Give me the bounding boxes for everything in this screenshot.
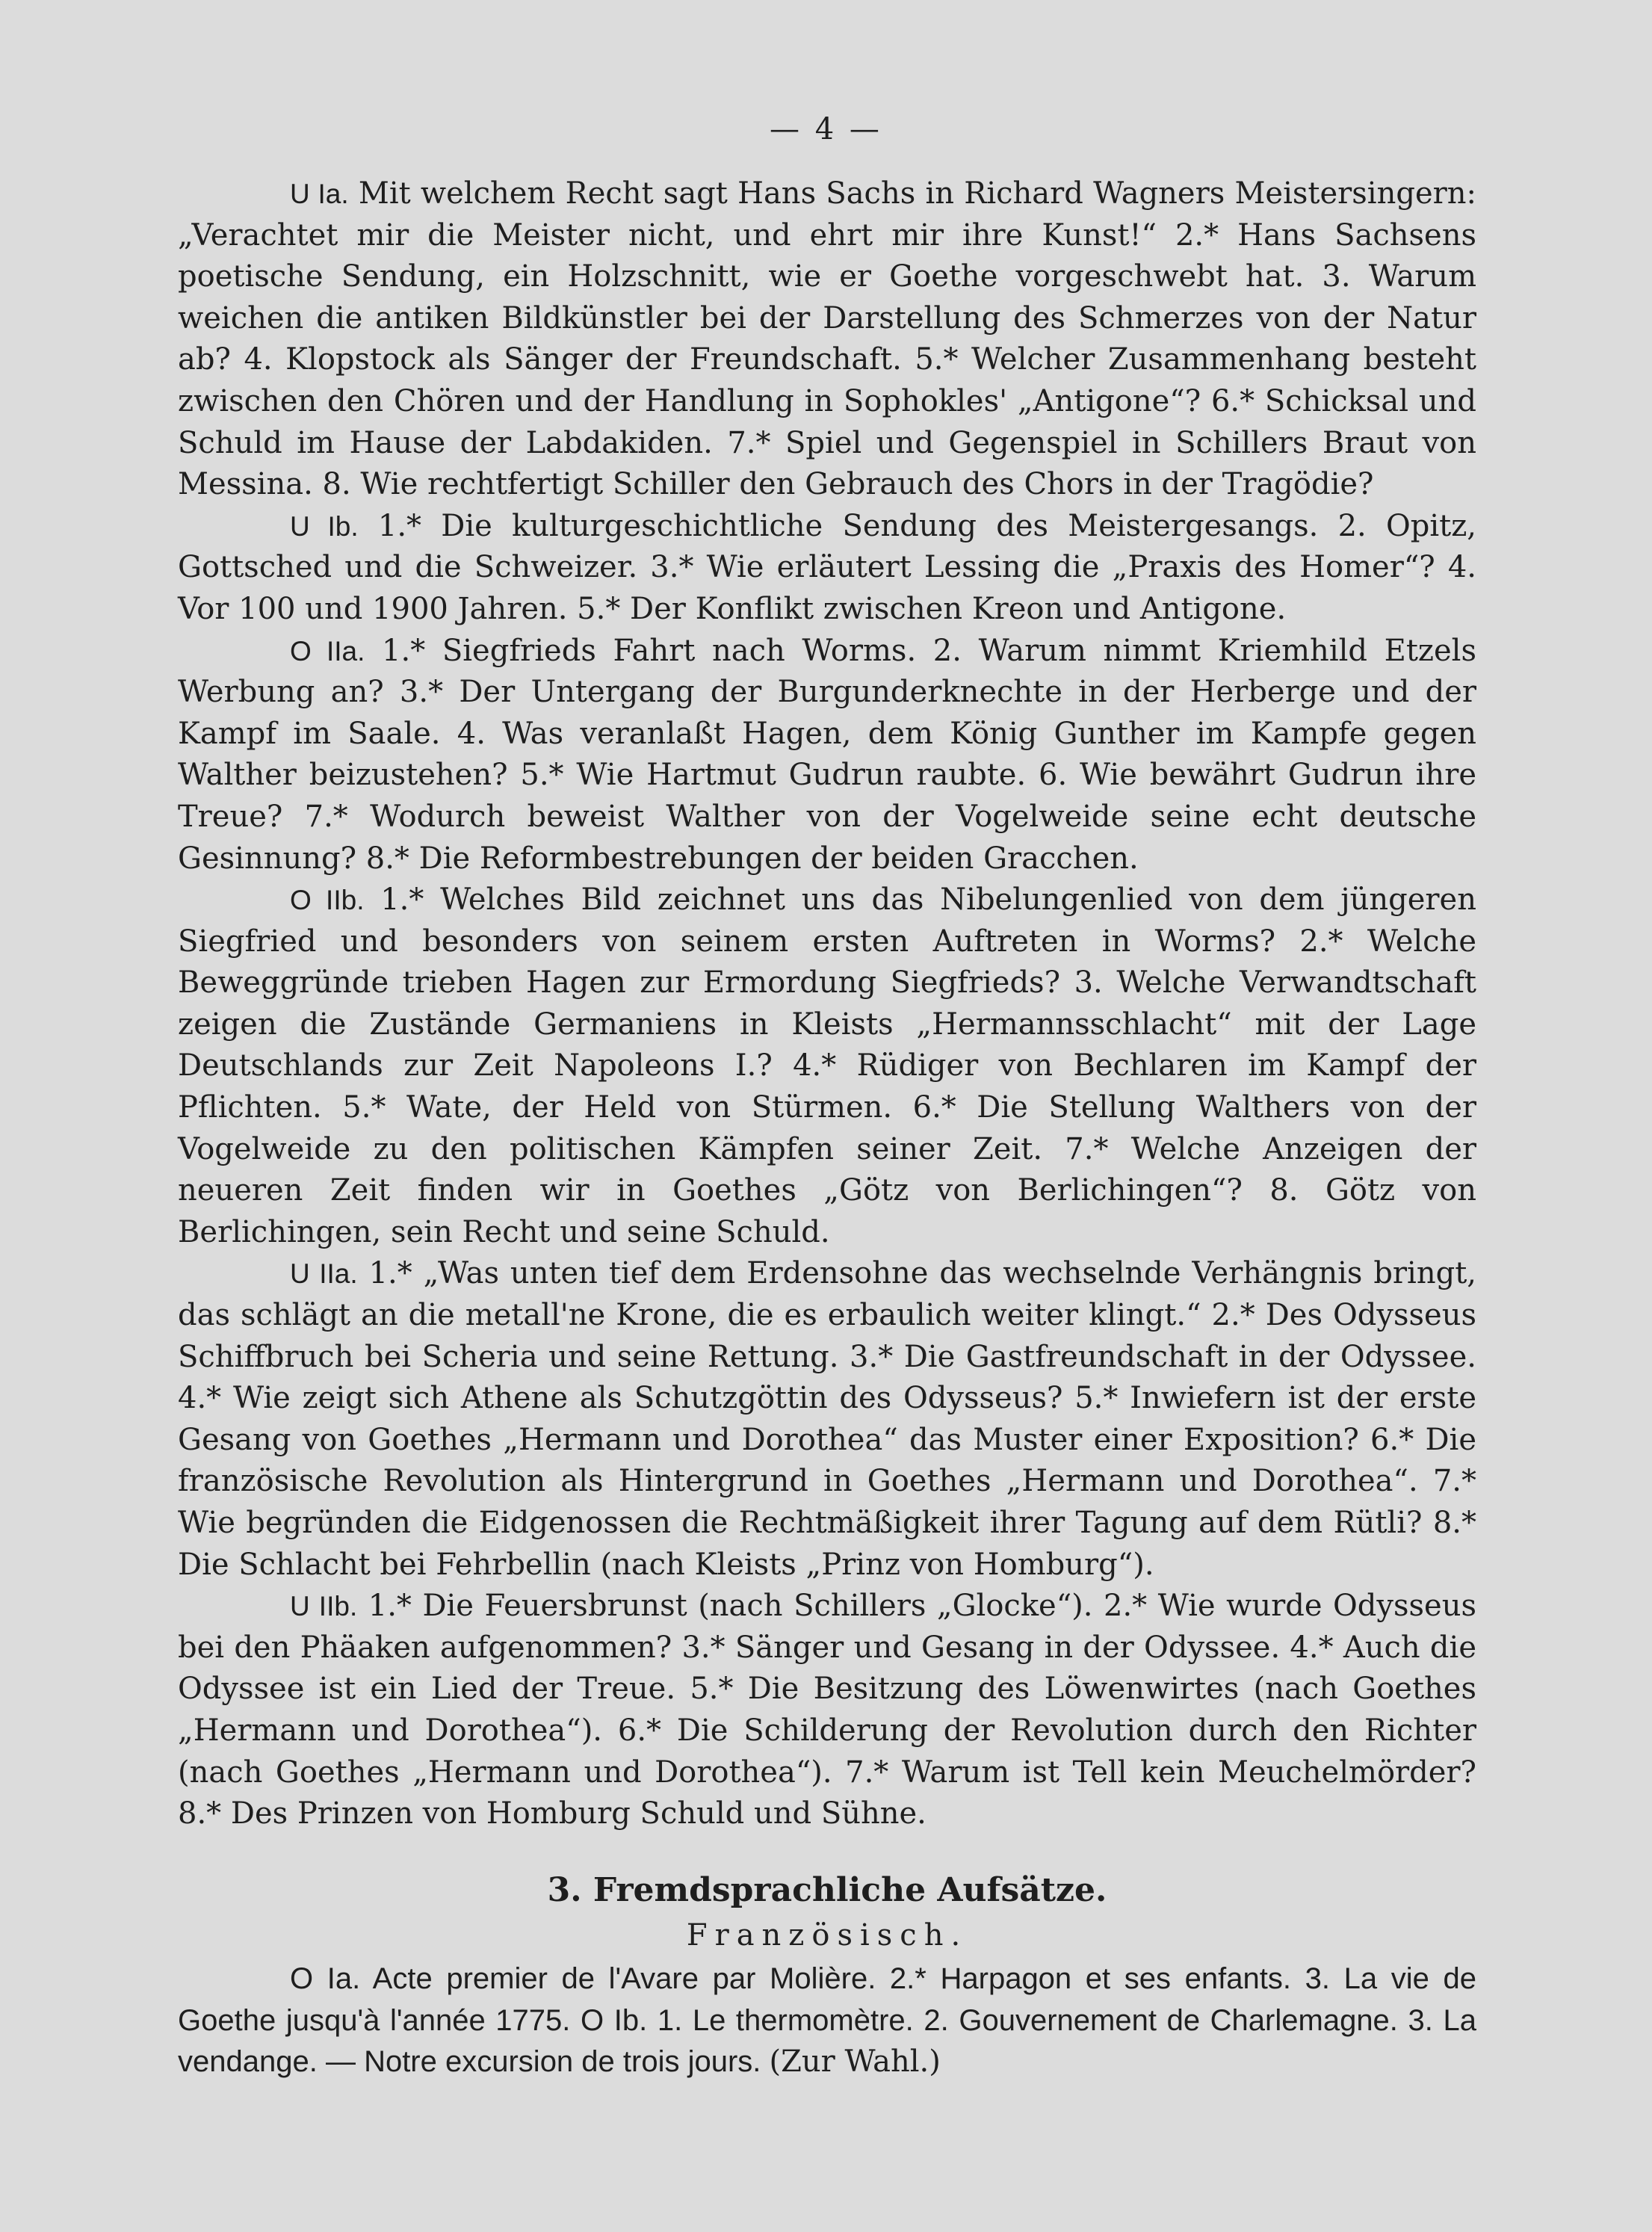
section-text: 1.* Die kulturgeschichtliche Sendung des Meistergesangs. 2. Opitz, Gottsched und die Schweizer. 3.* Wie erläutert Lessing die „Praxis des Homer“? 4. Vor 100 und 1900 Jahren. 5.* Der Konflikt zwischen Kreon und Antigone. [178, 508, 1477, 626]
section-text: 1.* Welches Bild zeichnet uns das Nibelungenlied von dem jüngeren Siegfried und besonders von seinem ersten Auftreten in Worms? 2.* Welche Beweggründe trieben Hagen zur Ermordung Siegfrieds? 3. Welche Verwandtschaft zeigen die Zustände Germaniens in Kleists „Hermannsschlacht“ mit der Lage Deutschlands zur Zeit Napoleons I.? 4.* Rüdiger von Bechlaren im Kampf der Pflichten. 5.* Wate, der Held von Stürmen. 6.* Die Stellung Walthers von der Vogelweide zu den politischen Kämpfen seiner Zeit. 7.* Welche Anzeigen der neueren Zeit finden wir in Goethes „Götz von Berlichingen“? 8. Götz von Berlichingen, sein Recht und seine Schuld. [178, 882, 1476, 1249]
section-u-iia [178, 1253, 1476, 1586]
french-topics-2: 1. Le thermomètre. 2. Gouvernement de Charlemagne. 3. La vendange. — Notre excursion de trois jours. [178, 2003, 1476, 2079]
section-o-iia [178, 631, 1476, 880]
section-text: 1.* Die Feuersbrunst (nach Schillers „Glocke“). 2.* Wie wurde Odysseus bei den Phäaken aufgenommen? 3.* Sänger und Gesang in der Odyssee. 4.* Auch die Odyssee ist ein Lied der Treue. 5.* Die Besitzung des Löwenwirtes (nach Goethes „Hermann und Dorothea“). 6.* Die Schilderung der Revolution durch den Richter (nach Goethes „Hermann und Dorothea“). 7.* Warum ist Tell kein Meuchelmörder? 8.* Des Prinzen von Homburg Schuld und Sühne. [178, 1589, 1477, 1831]
french-essays [178, 1959, 1476, 2083]
class-label: U Ib. [290, 510, 359, 542]
page-number: — 4 — [770, 112, 882, 146]
section-u-iib [178, 1586, 1476, 1835]
section-text: 1.* Siegfrieds Fahrt nach Worms. 2. Warum nimmt Kriemhild Etzels Werbung an? 3.* Der Untergang der Burgunderknechte in der Herberge und der Kampf im Saale. 4. Was veranlaßt Hagen, dem König Gunther im Kampfe gegen Walther beizustehen? 5.* Wie Hartmut Gudrun raubte. 6. Wie bewährt Gudrun ihre Treue? 7.* Wodurch beweist Walther von der Vogelweide seine echt deutsche Gesinnung? 8.* Die Reformbestrebungen der beiden Gracchen. [178, 633, 1476, 876]
class-label: U IIb. [290, 1591, 358, 1622]
class-label: U Ia. [290, 179, 349, 209]
section-heading: 3. Fremdsprachliche Aufsätze. [547, 1870, 1107, 1909]
section-u-ib [178, 506, 1476, 631]
class-label: O IIa. [290, 635, 365, 667]
class-label: U IIa. [290, 1258, 358, 1290]
section-text: Mit welchem Recht sagt Hans Sachs in Richard Wagners Meistersingern: „Verachtet mir die Meister nicht, und ehrt mir ihre Kunst!“ 2.* Hans Sachsens poetische Sendung, ein Holzschnitt, wie er Goethe vorgeschwebt hat. 3. Warum weichen die antiken Bildkünstler bei der Darstellung des Schmerzes von der Natur ab? 4. Klopstock als Sänger der Freundschaft. 5.* Welcher Zusammenhang besteht zwischen den Chören und der Handlung in Sophokles' „Antigone“? 6.* Schicksal und Schuld im Hause der Labdakiden. 7.* Spiel und Gegenspiel in Schillers Braut von Messina. 8. Wie rechtfertigt Schiller den Gebrauch des Chors in der Tragödie? [178, 176, 1477, 502]
class-label: O Ib. [581, 2003, 648, 2037]
french-topics-1: Acte premier de l'Avare par Molière. 2.* Harpagon et ses enfants. 3. La vie de Goethe jusqu'à l'année 1775. [178, 1961, 1477, 2037]
class-label: O Ia. [290, 1961, 361, 1995]
language-subheading: Französisch. [686, 1918, 968, 1953]
section-o-iib [178, 879, 1476, 1253]
section-text: 1.* „Was unten tief dem Erdensohne das wechselnde Verhängnis bringt, das schlägt an die metall'ne Krone, die es erbaulich weiter klingt.“ 2.* Des Odysseus Schiffbruch bei Scheria und seine Rettung. 3.* Die Gastfreundschaft in der Odyssee. 4.* Wie zeigt sich Athene als Schutzgöttin des Odysseus? 5.* Inwiefern ist der erste Gesang von Goethes „Hermann und Dorothea“ das Muster einer Exposition? 6.* Die französische Revolution als Hintergrund in Goethes „Hermann und Dorothea“. 7.* Wie begründen die Eidgenossen die Rechtmäßigkeit ihrer Tagung auf dem Rütli? 8.* Die Schlacht bei Fehrbellin (nach Kleists „Prinz von Homburg“). [178, 1256, 1477, 1582]
choice-note: (Zur Wahl.) [769, 2044, 941, 2080]
page-content [178, 173, 1476, 2083]
class-label: O IIb. [290, 885, 365, 916]
section-u-ia [178, 173, 1476, 506]
